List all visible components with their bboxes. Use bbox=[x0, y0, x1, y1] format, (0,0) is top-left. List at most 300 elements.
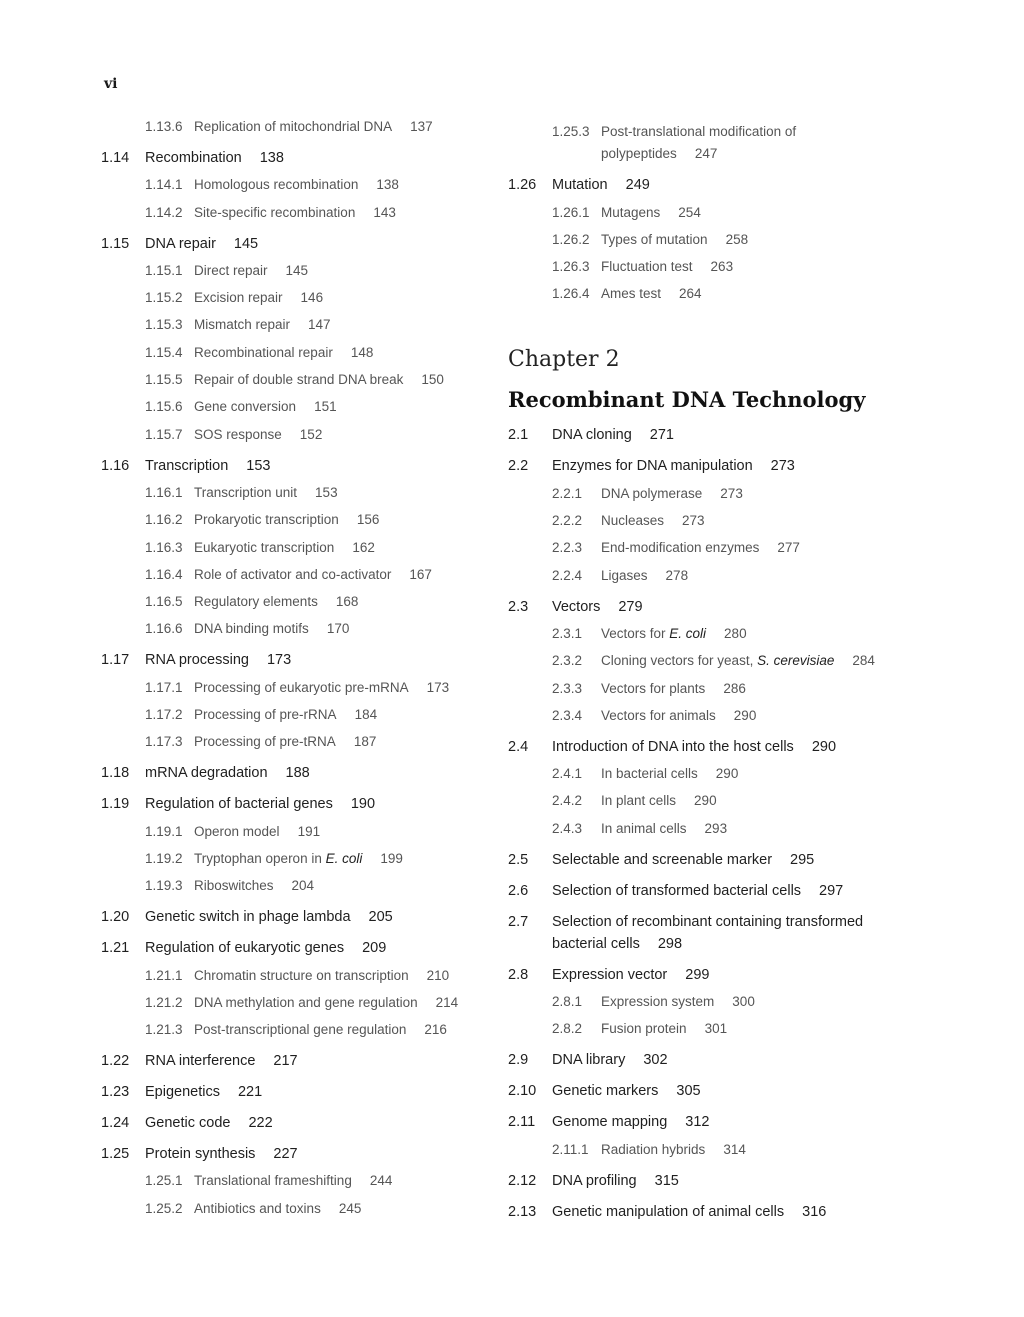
toc-subsection-entry[interactable] bbox=[508, 121, 908, 165]
entry-title-block bbox=[194, 821, 501, 843]
entry-title: Genetic manipulation of animal cells bbox=[552, 1203, 785, 1220]
entry-number: 1.19 bbox=[101, 796, 130, 813]
entry-title-line bbox=[194, 564, 501, 586]
entry-title: Expression vector bbox=[552, 966, 668, 983]
entry-title-line bbox=[194, 1019, 501, 1041]
entry-page-number: 199 bbox=[380, 850, 403, 866]
entry-title-line bbox=[145, 762, 501, 784]
entry-title-line bbox=[552, 736, 908, 758]
entry-title-block bbox=[601, 229, 908, 251]
toc-section-entry[interactable] bbox=[101, 455, 501, 477]
entry-number: 1.25 bbox=[101, 1146, 130, 1163]
entry-number: 1.15.4 bbox=[145, 344, 183, 360]
entry-number: 1.26 bbox=[508, 177, 537, 194]
entry-number: 1.26.2 bbox=[552, 231, 590, 247]
entry-title: Expression system bbox=[601, 994, 715, 1010]
toc-subsection-entry[interactable] bbox=[101, 564, 501, 586]
toc-section-entry[interactable] bbox=[508, 455, 908, 477]
entry-number: 1.21.3 bbox=[145, 1022, 183, 1038]
entry-page-number: 277 bbox=[777, 540, 800, 556]
entry-title: Ames test bbox=[601, 286, 662, 302]
entry-title-block bbox=[601, 991, 908, 1013]
entry-title-block bbox=[194, 396, 501, 418]
toc-subsection-entry[interactable] bbox=[508, 763, 908, 785]
entry-title-block bbox=[194, 174, 501, 196]
entry-title: SOS response bbox=[194, 426, 282, 442]
entry-title-block bbox=[194, 618, 501, 640]
entry-title-line bbox=[194, 965, 501, 987]
toc-subsection-entry[interactable] bbox=[508, 483, 908, 505]
entry-title-block bbox=[552, 1170, 908, 1192]
toc-subsection-entry[interactable] bbox=[508, 818, 908, 840]
toc-section-entry[interactable] bbox=[508, 880, 908, 902]
toc-subsection-entry[interactable] bbox=[508, 790, 908, 812]
entry-page-number: 284 bbox=[852, 653, 875, 669]
entry-title: Selection of transformed bacterial cells bbox=[552, 882, 802, 899]
toc-subsection-entry[interactable] bbox=[508, 650, 908, 672]
entry-page-number: 271 bbox=[649, 427, 674, 444]
entry-title: Transcription bbox=[145, 457, 229, 474]
entry-page-number: 290 bbox=[811, 738, 837, 755]
toc-section-entry[interactable] bbox=[508, 1049, 908, 1071]
toc-subsection-entry[interactable] bbox=[508, 678, 908, 700]
entry-page-number: 209 bbox=[362, 940, 387, 957]
toc-section-entry[interactable] bbox=[101, 1112, 501, 1134]
entry-number: 2.3.1 bbox=[552, 625, 583, 641]
toc-subsection-entry[interactable] bbox=[101, 821, 501, 843]
entry-title-block bbox=[601, 256, 908, 278]
entry-title: Selection of recombinant containing transformed bbox=[552, 913, 864, 930]
entry-title: Ligases bbox=[601, 567, 648, 583]
entry-title-block bbox=[601, 121, 908, 165]
toc-subsection-entry[interactable] bbox=[508, 537, 908, 559]
entry-title-block bbox=[194, 482, 501, 504]
entry-title-block bbox=[601, 1018, 908, 1040]
entry-number: 2.9 bbox=[508, 1052, 529, 1069]
toc-right-column bbox=[508, 116, 908, 1223]
entry-title-line bbox=[552, 964, 908, 986]
toc-subsection-entry[interactable] bbox=[101, 174, 501, 196]
entry-title-line bbox=[601, 143, 908, 165]
entry-title-block bbox=[601, 678, 908, 700]
entry-title-block bbox=[145, 906, 501, 928]
entry-title-block bbox=[194, 704, 501, 726]
toc-section-entry[interactable] bbox=[508, 596, 908, 618]
entry-title-line bbox=[601, 1139, 908, 1161]
entry-title-line bbox=[194, 992, 501, 1014]
toc-right-top bbox=[508, 121, 908, 305]
toc-subsection-entry[interactable] bbox=[508, 565, 908, 587]
entry-number: 1.15.3 bbox=[145, 317, 183, 333]
entry-title-block bbox=[194, 537, 501, 559]
entry-title: Operon model bbox=[194, 823, 280, 839]
entry-page-number: 245 bbox=[338, 1200, 362, 1216]
entry-page-number: 190 bbox=[350, 796, 376, 813]
entry-title-line bbox=[601, 202, 908, 224]
entry-number: 1.22 bbox=[101, 1053, 130, 1070]
entry-title-line bbox=[194, 482, 501, 504]
entry-number: 1.16.4 bbox=[145, 566, 183, 582]
entry-title: Vectors for plants bbox=[601, 680, 706, 696]
entry-title-block bbox=[194, 314, 501, 336]
entry-page-number: 138 bbox=[259, 150, 284, 166]
entry-title-line bbox=[194, 202, 501, 224]
entry-title-block bbox=[552, 174, 908, 196]
entry-page-number: 170 bbox=[326, 621, 350, 637]
entry-title-line bbox=[601, 1018, 908, 1040]
entry-title-line bbox=[601, 705, 908, 727]
entry-title: Regulatory elements bbox=[194, 594, 318, 610]
entry-title-block bbox=[601, 1139, 908, 1161]
entry-title-block bbox=[601, 623, 908, 645]
entry-title: Eukaryotic transcription bbox=[194, 539, 335, 555]
entry-title-line bbox=[552, 1049, 908, 1071]
toc-section-entry[interactable] bbox=[508, 736, 908, 758]
entry-page-number: 290 bbox=[694, 793, 717, 809]
entry-number: 1.21.1 bbox=[145, 967, 183, 983]
toc-subsection-entry[interactable] bbox=[101, 202, 501, 224]
entry-title-italic: S. cerevisiae bbox=[757, 653, 835, 669]
entry-title: DNA polymerase bbox=[601, 485, 703, 501]
entry-number: 2.2.3 bbox=[552, 540, 583, 556]
entry-number: 2.1 bbox=[508, 427, 529, 444]
entry-title-line bbox=[601, 483, 908, 505]
entry-title-block bbox=[601, 790, 908, 812]
toc-section-entry[interactable] bbox=[508, 1080, 908, 1102]
entry-title-line bbox=[601, 283, 908, 305]
entry-title-line bbox=[145, 233, 501, 255]
entry-title-line bbox=[194, 875, 501, 897]
entry-title-block bbox=[601, 763, 908, 785]
toc-subsection-entry[interactable] bbox=[101, 537, 501, 559]
entry-title: Cloning vectors for yeast, bbox=[601, 653, 758, 669]
entry-title: Prokaryotic transcription bbox=[194, 512, 339, 528]
entry-title: Chromatin structure on transcription bbox=[194, 967, 409, 983]
toc-section-entry[interactable] bbox=[101, 1050, 501, 1072]
entry-number: 1.14 bbox=[101, 150, 130, 166]
toc-section-entry[interactable] bbox=[508, 964, 908, 986]
entry-page-number: 148 bbox=[350, 344, 374, 360]
entry-title-line bbox=[552, 455, 908, 477]
toc-subsection-entry[interactable] bbox=[101, 1198, 501, 1220]
entry-page-number: 312 bbox=[685, 1114, 710, 1131]
toc-section-entry[interactable] bbox=[508, 1170, 908, 1192]
toc-section-entry[interactable] bbox=[101, 906, 501, 928]
entry-title: Genome mapping bbox=[552, 1114, 668, 1131]
entry-title-line bbox=[601, 650, 908, 672]
entry-page-number: 293 bbox=[704, 820, 728, 836]
entry-title: Post-translational modification of bbox=[601, 124, 797, 140]
toc-subsection-entry[interactable] bbox=[101, 396, 501, 418]
entry-title-line bbox=[194, 342, 501, 364]
toc-subsection-entry[interactable] bbox=[101, 342, 501, 364]
toc-section-entry[interactable] bbox=[508, 424, 908, 446]
entry-page-number: 167 bbox=[409, 566, 432, 582]
entry-title-line bbox=[194, 731, 501, 753]
entry-page-number: 152 bbox=[299, 426, 323, 442]
toc-subsection-entry[interactable] bbox=[101, 424, 501, 446]
entry-title: Homologous recombination bbox=[194, 177, 359, 193]
toc-section-entry[interactable] bbox=[101, 793, 501, 815]
entry-title-line bbox=[194, 116, 501, 138]
entry-title-block bbox=[552, 849, 908, 871]
entry-number: 1.15.5 bbox=[145, 372, 183, 388]
toc-subsection-entry[interactable] bbox=[101, 287, 501, 309]
entry-number: 1.19.2 bbox=[145, 850, 183, 866]
entry-title: Post-transcriptional gene regulation bbox=[194, 1022, 407, 1038]
entry-title: Epigenetics bbox=[145, 1084, 220, 1101]
toc-subsection-entry[interactable] bbox=[508, 256, 908, 278]
entry-title-block bbox=[601, 818, 908, 840]
toc-section-entry[interactable] bbox=[508, 911, 908, 955]
toc-subsection-entry[interactable] bbox=[101, 314, 501, 336]
entry-number: 1.24 bbox=[101, 1115, 130, 1132]
entry-title-block bbox=[552, 596, 908, 618]
entry-number: 1.25.3 bbox=[552, 124, 590, 140]
entry-title: Direct repair bbox=[194, 262, 268, 278]
entry-number: 2.12 bbox=[508, 1172, 537, 1189]
entry-number: 2.3.2 bbox=[552, 653, 583, 669]
entry-title-line bbox=[194, 704, 501, 726]
entry-number: 2.13 bbox=[508, 1203, 537, 1220]
entry-title: End-modification enzymes bbox=[601, 540, 760, 556]
entry-page-number: 297 bbox=[819, 882, 844, 899]
entry-page-number: 249 bbox=[625, 177, 650, 194]
toc-subsection-entry[interactable] bbox=[508, 510, 908, 532]
entry-page-number: 156 bbox=[356, 512, 380, 528]
toc-subsection-entry[interactable] bbox=[101, 482, 501, 504]
entry-title-block bbox=[601, 483, 908, 505]
entry-title-line bbox=[601, 256, 908, 278]
toc-section-entry[interactable] bbox=[101, 233, 501, 255]
entry-number: 1.26.3 bbox=[552, 259, 590, 275]
entry-title-line bbox=[145, 937, 501, 959]
entry-title-line bbox=[145, 455, 501, 477]
toc-subsection-entry[interactable] bbox=[101, 116, 501, 138]
entry-title-block bbox=[601, 283, 908, 305]
entry-number: 2.4 bbox=[508, 738, 529, 755]
entry-page-number: 205 bbox=[368, 909, 393, 926]
entry-page-number: 138 bbox=[376, 177, 399, 193]
entry-title: Transcription unit bbox=[194, 484, 298, 500]
entry-title: Fluctuation test bbox=[601, 259, 693, 275]
entry-number: 1.15.6 bbox=[145, 399, 183, 415]
toc-section-entry[interactable] bbox=[101, 1143, 501, 1165]
entry-number: 1.14.2 bbox=[145, 204, 183, 220]
entry-title: In animal cells bbox=[601, 820, 687, 836]
entry-title-line bbox=[601, 537, 908, 559]
entry-title-line bbox=[194, 848, 501, 870]
entry-title-block bbox=[145, 793, 501, 815]
toc-section-entry[interactable] bbox=[508, 1201, 908, 1223]
entry-title-line bbox=[601, 229, 908, 251]
toc-subsection-entry[interactable] bbox=[101, 1019, 501, 1041]
entry-page-number: 264 bbox=[679, 286, 702, 302]
entry-title: Processing of pre-rRNA bbox=[194, 707, 337, 723]
toc-section-entry[interactable] bbox=[508, 174, 908, 196]
toc-subsection-entry[interactable] bbox=[101, 875, 501, 897]
entry-page-number: 273 bbox=[770, 458, 795, 475]
entry-number: 1.17.2 bbox=[145, 707, 183, 723]
toc-section-entry[interactable] bbox=[101, 649, 501, 671]
entry-title-block bbox=[194, 992, 501, 1014]
page-number: vi bbox=[104, 76, 118, 92]
toc-section-entry[interactable] bbox=[508, 1111, 908, 1133]
entry-title-block bbox=[552, 880, 908, 902]
toc-subsection-entry[interactable] bbox=[101, 965, 501, 987]
toc-subsection-entry[interactable] bbox=[508, 283, 908, 305]
toc-subsection-entry[interactable] bbox=[508, 229, 908, 251]
entry-number: 1.17.3 bbox=[145, 734, 183, 750]
entry-title-block bbox=[145, 762, 501, 784]
entry-number: 2.3.3 bbox=[552, 680, 583, 696]
entry-number: 1.25.1 bbox=[145, 1173, 183, 1189]
entry-title-line bbox=[194, 1198, 501, 1220]
entry-title: Riboswitches bbox=[194, 878, 274, 894]
entry-title-block bbox=[552, 455, 908, 477]
toc-subsection-entry[interactable] bbox=[508, 1139, 908, 1161]
entry-title-block bbox=[552, 1080, 908, 1102]
entry-number: 2.8.1 bbox=[552, 994, 583, 1010]
entry-number: 1.15.1 bbox=[145, 262, 183, 278]
entry-title: Translational frameshifting bbox=[194, 1173, 352, 1189]
toc-subsection-entry[interactable] bbox=[101, 992, 501, 1014]
entry-title-line bbox=[194, 677, 501, 699]
entry-title-block bbox=[194, 342, 501, 364]
entry-page-number: 263 bbox=[710, 259, 734, 275]
entry-title-line bbox=[194, 509, 501, 531]
entry-title-italic: E. coli bbox=[325, 850, 363, 866]
entry-number: 1.16.2 bbox=[145, 512, 183, 528]
entry-title: Radiation hybrids bbox=[601, 1141, 706, 1157]
entry-title-line bbox=[194, 287, 501, 309]
entry-number: 1.23 bbox=[101, 1084, 130, 1101]
entry-title-block bbox=[194, 848, 501, 870]
entry-title-line bbox=[194, 260, 501, 282]
entry-number: 1.15.2 bbox=[145, 290, 183, 306]
entry-title: Types of mutation bbox=[601, 231, 708, 247]
toc-section-entry[interactable] bbox=[101, 937, 501, 959]
entry-page-number: 300 bbox=[732, 994, 755, 1010]
toc-subsection-entry[interactable] bbox=[508, 991, 908, 1013]
entry-title: Processing of pre-tRNA bbox=[194, 734, 336, 750]
toc-subsection-entry[interactable] bbox=[101, 509, 501, 531]
toc-section-entry[interactable] bbox=[101, 1081, 501, 1103]
entry-title-block bbox=[552, 424, 908, 446]
entry-title-block bbox=[601, 565, 908, 587]
toc-right-bottom bbox=[508, 424, 908, 1222]
toc-section-entry[interactable] bbox=[508, 849, 908, 871]
entry-number: 2.4.1 bbox=[552, 766, 583, 782]
entry-number: 1.16 bbox=[101, 457, 130, 474]
entry-title-block bbox=[194, 260, 501, 282]
entry-title-block bbox=[194, 424, 501, 446]
entry-page-number: 210 bbox=[426, 967, 450, 983]
entry-title-line bbox=[145, 147, 501, 169]
entry-number: 1.19.1 bbox=[145, 823, 183, 839]
entry-title-line bbox=[145, 649, 501, 671]
toc-subsection-entry[interactable] bbox=[508, 1018, 908, 1040]
entry-number: 1.13.6 bbox=[145, 119, 183, 134]
entry-title: Genetic switch in phage lambda bbox=[145, 909, 351, 926]
entry-title-line bbox=[145, 1081, 501, 1103]
entry-page-number: 247 bbox=[694, 146, 718, 162]
toc-subsection-entry[interactable] bbox=[508, 705, 908, 727]
entry-title: Excision repair bbox=[194, 290, 283, 306]
entry-title: DNA profiling bbox=[552, 1172, 637, 1189]
entry-title-block bbox=[194, 116, 501, 138]
toc-left-column bbox=[101, 116, 501, 1220]
toc-subsection-entry[interactable] bbox=[101, 369, 501, 391]
entry-page-number: 316 bbox=[802, 1203, 827, 1220]
entry-title: Mutagens bbox=[601, 204, 661, 220]
entry-title-line bbox=[194, 537, 501, 559]
toc-subsection-entry[interactable] bbox=[101, 848, 501, 870]
entry-page-number: 222 bbox=[248, 1115, 273, 1132]
entry-page-number: 280 bbox=[724, 625, 747, 641]
entry-title: Recombinational repair bbox=[194, 344, 333, 360]
entry-page-number: 168 bbox=[335, 594, 359, 610]
entry-title: Site-specific recombination bbox=[194, 204, 356, 220]
entry-number: 1.16.3 bbox=[145, 539, 183, 555]
toc-subsection-entry[interactable] bbox=[508, 623, 908, 645]
toc-subsection-entry[interactable] bbox=[101, 591, 501, 613]
entry-title: DNA library bbox=[552, 1052, 626, 1069]
entry-title-continued: bacterial cells bbox=[552, 935, 640, 952]
entry-title-line bbox=[552, 911, 908, 933]
toc-subsection-entry[interactable] bbox=[101, 731, 501, 753]
entry-title: Repair of double strand DNA break bbox=[194, 372, 404, 388]
entry-title: Regulation of bacterial genes bbox=[145, 796, 333, 813]
entry-title: In plant cells bbox=[601, 793, 677, 809]
toc-subsection-entry[interactable] bbox=[508, 202, 908, 224]
toc-section-entry[interactable] bbox=[101, 147, 501, 169]
entry-page-number: 184 bbox=[354, 707, 378, 723]
toc-section-entry[interactable] bbox=[101, 762, 501, 784]
toc-subsection-entry[interactable] bbox=[101, 618, 501, 640]
toc-subsection-entry[interactable] bbox=[101, 677, 501, 699]
entry-page-number: 221 bbox=[237, 1084, 263, 1101]
entry-title: Recombination bbox=[145, 150, 242, 166]
entry-number: 1.16.5 bbox=[145, 594, 183, 610]
entry-page-number: 286 bbox=[723, 680, 746, 696]
entry-title-block bbox=[601, 510, 908, 532]
entry-title-line bbox=[601, 510, 908, 532]
entry-page-number: 187 bbox=[353, 734, 377, 750]
entry-title-line bbox=[552, 424, 908, 446]
entry-title-block bbox=[145, 1081, 501, 1103]
entry-title-line bbox=[552, 849, 908, 871]
entry-number: 1.16.1 bbox=[145, 484, 183, 500]
entry-title: Processing of eukaryotic pre-mRNA bbox=[194, 679, 409, 695]
entry-title-block bbox=[601, 202, 908, 224]
entry-title-line bbox=[145, 1050, 501, 1072]
entry-title-line bbox=[601, 790, 908, 812]
entry-title-line bbox=[552, 880, 908, 902]
entry-title: Role of activator and co-activator bbox=[194, 566, 392, 582]
entry-page-number: 290 bbox=[715, 766, 739, 782]
entry-title: DNA binding motifs bbox=[194, 621, 309, 637]
toc-subsection-entry[interactable] bbox=[101, 260, 501, 282]
toc-subsection-entry[interactable] bbox=[101, 1170, 501, 1192]
toc-subsection-entry[interactable] bbox=[101, 704, 501, 726]
entry-title-block bbox=[552, 911, 908, 955]
entry-page-number: 227 bbox=[273, 1146, 298, 1163]
entry-number: 1.20 bbox=[101, 909, 130, 926]
entry-number: 2.11 bbox=[508, 1114, 536, 1131]
entry-title-block bbox=[601, 705, 908, 727]
entry-page-number: 188 bbox=[285, 765, 310, 782]
